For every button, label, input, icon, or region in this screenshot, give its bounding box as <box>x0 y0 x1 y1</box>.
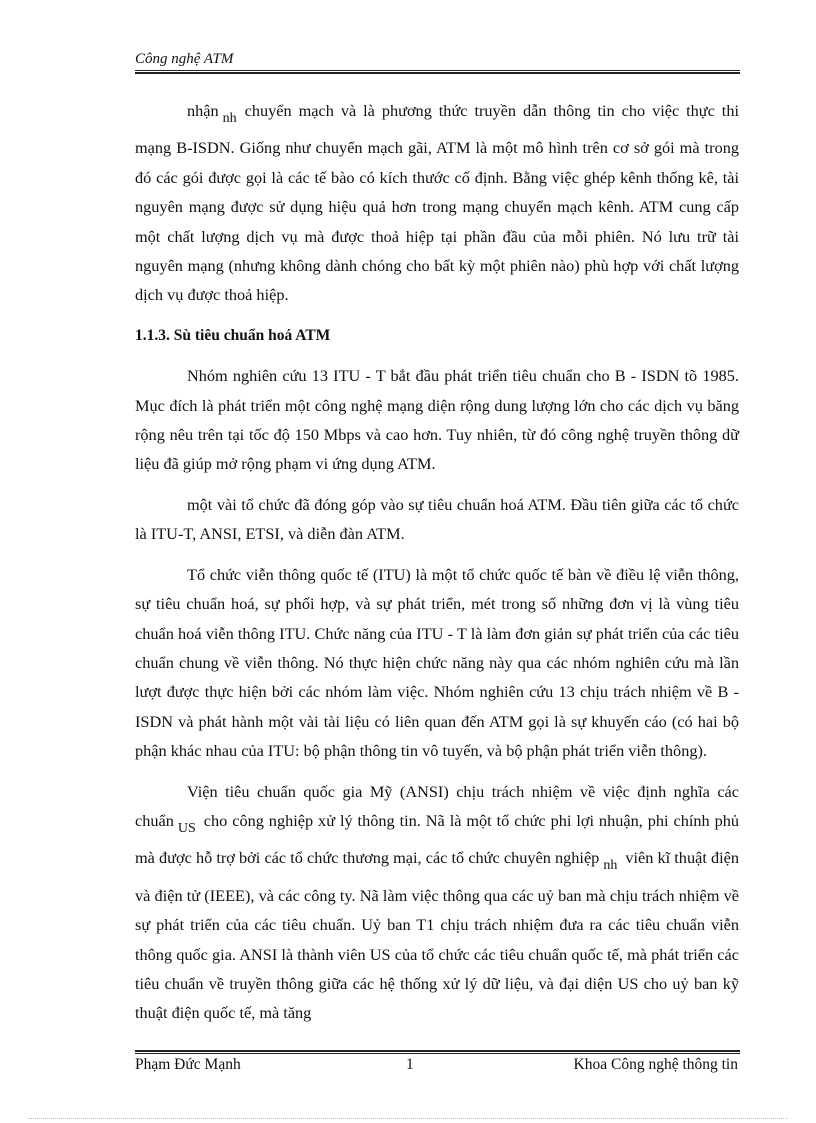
section-heading: 1.1.3. Sù tiêu chuẩn hoá ATM <box>135 326 331 344</box>
paragraph-2: Nhóm nghiên cứu 13 ITU - T bắt đầu phát triển tiêu chuẩn cho B - ISDN tõ 1985. Mục đích là phát triển một công nghệ mạng diện rộng dung lượng lớn cho các dịch vụ băng rộng nêu trên tại tốc độ 150 Mbps và cao hơn. Tuy nhiên, từ đó công nghệ truyền thông dữ liệu đã giúp mở rộng phạm vi ứng dụng ATM. <box>135 366 739 474</box>
p5-sub1: US <box>177 820 196 836</box>
paragraph-1 <box>135 96 739 310</box>
paragraph-3: một vài tổ chức đã đóng góp vào sự tiêu chuẩn hoá ATM. Đầu tiên giữa các tổ chức là ITU-T, ANSI, ETSI, và diễn đàn ATM. <box>135 494 739 544</box>
p1-rest: chuyển mạch và là phương thức truyền dẫn thông tin cho việc thực thi mạng B-ISDN. Giống như chuyển mạch gãi, ATM là một mô hình trên cơ sở gói mà trong đó các gói được gọi là các tế bào có kích thước cố định. Bằng việc ghép kênh thống kê, tài nguyên mạng được sử dụng hiệu quả hơn trong mạng chuyển mạch kênh. ATM cung cấp một chất lượng dịch vụ mà được thoả hiệp tại phần đầu của mỗi phiên. Nó lưu trữ tài nguyên mạng (nhưng không dành chóng cho bất kỳ một phiên nào) phù hợp với chất lượng dịch vụ được thoả hiệp. <box>135 101 739 305</box>
p5-b: cho công nghiệp xử lý thông tin. Nã là một tổ chức phi lợi nhuận, phi chính phủ mà được hỗ trợ bởi các tổ chức thương mại, các tổ chức chuyên nghiệp <box>135 810 739 868</box>
document-body <box>135 96 739 1039</box>
page-header <box>135 49 740 69</box>
paragraph-4: Tổ chức viễn thông quốc tế (ITU) là một tổ chức quốc tế bàn về điều lệ viễn thông, sự tiêu chuẩn hoá, sự phối hợp, và sự phát triển, mét trong số những đơn vị là vùng tiêu chuẩn hoá viễn thông ITU. Chức năng của ITU - T là làm đơn giản sự phát triển của các tiêu chuẩn chung về viễn thông. Nó thực hiện chức năng này qua các nhóm nghiên cứu mà lần lượt được thực hiện bởi các nhóm làm việc. Nhóm nghiên cứu 13 chịu trách nhiệm về B - ISDN và phát hành một vài tài liệu có liên quan đến ATM gọi là sự khuyến cáo (có hai bộ phận khác nhau của ITU: bộ phận thông tin vô tuyến, và bộ phận phát triển viễn thông). <box>135 564 739 761</box>
paragraph-5 <box>135 777 739 1028</box>
header-rule-thick <box>135 72 740 74</box>
p5-a: Viện tiêu chuẩn quốc gia Mỹ (ANSI) chịu trách nhiệm về việc định nghĩa các chuẩn <box>135 781 739 830</box>
p1-pre: nhận <box>187 101 219 120</box>
header-rule-thin <box>135 70 740 71</box>
p5-c: viên kĩ thuật điện và điện tử (IEEE), và các công ty. Nã làm việc thông qua các uỷ ban mà chịu trách nhiệm về sự phát triển của các tiêu chuẩn. Uỷ ban T1 chịu trách nhiệm đưa ra các tiêu chuẩn viễn thông quốc gia. ANSI là thành viên US của tổ chức các tiêu chuẩn quốc tế, mà phát triển các tiêu chuẩn về truyền thông giữa các hệ thống xử lý dữ liệu, và đại diện US cho uỷ ban kỹ thuật điện quốc tế, mà tăng <box>135 848 739 1023</box>
footer-department: Khoa Công nghệ thông tin <box>573 1056 738 1073</box>
header-title: Công nghệ ATM <box>135 51 234 67</box>
footer-rule-thick <box>135 1050 740 1052</box>
footer-rule-thin <box>135 1053 740 1054</box>
p5-sub2: nh <box>603 858 618 874</box>
page-number: 1 <box>406 1056 414 1073</box>
footer-author: Phạm Đức Mạnh <box>135 1056 241 1073</box>
page-bottom-border <box>28 1118 788 1119</box>
p1-sub: nh <box>222 111 237 126</box>
